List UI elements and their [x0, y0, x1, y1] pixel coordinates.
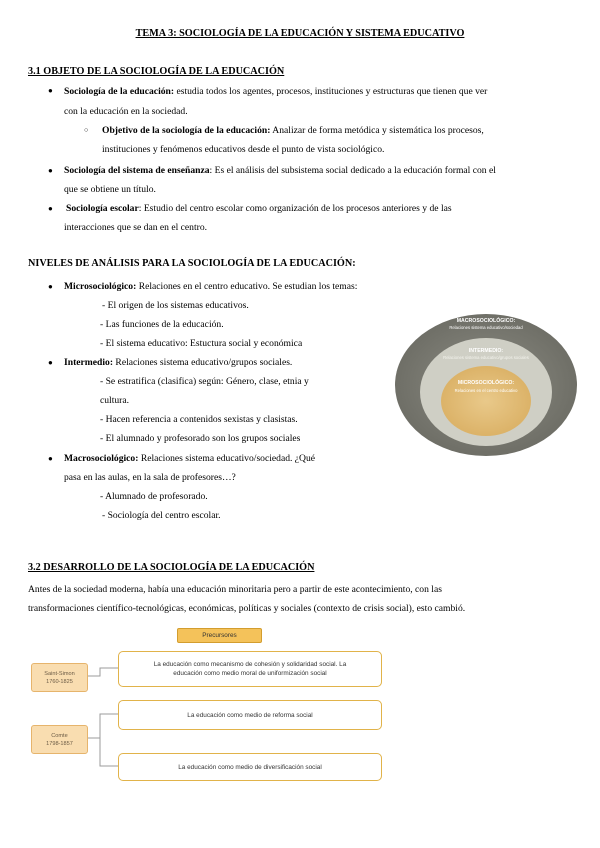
definition-text-cont: que se obtiene un título.: [64, 184, 156, 195]
intermediate-label: INTERMEDIO:: [468, 348, 504, 354]
niveles-heading: NIVELES DE ANÁLISIS PARA LA SOCIOLOGÍA DE LA EDUCACIÓN:: [28, 258, 356, 269]
term: Sociología del sistema de enseñanza: [64, 165, 210, 176]
definition-text: Analizar de forma metódica y sistemática los procesos,: [270, 125, 484, 136]
saint-simon-text: [44, 670, 74, 686]
comte-box: [31, 725, 88, 754]
bullet-icon: ●: [48, 166, 53, 175]
bullet-icon: ●: [48, 204, 53, 213]
section-heading-3-1: 3.1 OBJETO DE LA SOCIOLOGÍA DE LA EDUCACIÓN: [28, 66, 285, 77]
name: Comte: [51, 732, 68, 739]
section-heading-3-2: 3.2 DESARROLLO DE LA SOCIOLOGÍA DE LA EDUCACIÓN: [28, 562, 315, 573]
line: educación como medio moral de uniformización social: [173, 670, 327, 677]
macro-label: MACROSOCIOLÓGICO:: [456, 318, 516, 324]
term: Macrosociológico:: [64, 453, 139, 464]
connector: [86, 714, 118, 738]
definition-text: Relaciones sistema educativo/sociedad. ¿Qué: [138, 453, 316, 464]
name: Saint-Simon: [44, 670, 75, 677]
paragraph: Antes de la sociedad moderna, había una educación minoritaria pero a partir de este acontecimiento, con las: [28, 584, 442, 595]
page-title: TEMA 3: SOCIOLOGÍA DE LA EDUCACIÓN Y SISTEMA EDUCATIVO: [135, 28, 465, 39]
list-item: cultura.: [100, 395, 130, 406]
definition-text: Relaciones en el centro educativo. Se estudian los temas:: [136, 281, 358, 292]
bullet-icon: ●: [48, 282, 53, 291]
bullet-icon: ●: [48, 86, 53, 95]
list-item: - Hacen referencia a contenidos sexistas y clasistas.: [100, 414, 298, 425]
term: Sociología escolar: [66, 203, 139, 214]
bullet-icon: ●: [48, 358, 53, 367]
flow-box-reforma: La educación como medio de reforma social: [118, 700, 382, 730]
saint-simon-box: [31, 663, 88, 692]
term: Microsociológico:: [64, 281, 137, 292]
definition-text-cont: con la educación en la sociedad.: [64, 106, 188, 117]
definition-text: Relaciones sistema educativo/grupos sociales.: [113, 357, 293, 368]
definition-text-cont: interacciones que se dan en el centro.: [64, 222, 208, 233]
list-item: - El origen de los sistemas educativos.: [102, 300, 249, 311]
macro-sublabel: Relaciones sistema educativo/sociedad: [449, 325, 523, 330]
list-item: - Alumnado de profesorado.: [100, 491, 208, 502]
precursors-header: Precursores: [177, 628, 262, 643]
comte-text: [46, 732, 73, 748]
list-item: - El sistema educativo: Estuctura social y económica: [100, 338, 303, 349]
list-item: - El alumnado y profesorado son los grupos sociales: [100, 433, 301, 444]
definition-text: : Es el análisis del subsistema social dedicado a la educación formal con el: [209, 165, 496, 176]
term: Intermedio:: [64, 357, 114, 368]
micro-label: MICROSOCIOLÓGICO:: [457, 380, 515, 386]
connector: [100, 738, 118, 766]
paragraph: transformaciones científico-tecnológicas, económicas, políticas y sociales (contexto de crisis social), esto cambió.: [28, 603, 466, 614]
connectors: [86, 668, 118, 766]
definition-text: estudia todos los agentes, procesos, instituciones y estructuras que tienen que ver: [174, 86, 488, 97]
intermediate-sublabel: Relaciones sistema educativo/grupos sociales: [443, 355, 529, 360]
connector: [86, 668, 118, 676]
list-item: - Se estratifica (clasifica) según: Género, clase, etnia y: [100, 376, 309, 387]
flow-box-text: [154, 660, 347, 678]
term: Sociología de la educación:: [64, 86, 175, 97]
dates: 1760-1825: [46, 678, 73, 685]
circle-bullet-icon: ○: [84, 126, 89, 134]
definition-text-cont: instituciones y fenómenos educativos desde el punto de vista sociológico.: [102, 144, 385, 155]
definition-text: : Estudio del centro escolar como organización de los procesos anteriores y de las: [138, 203, 452, 214]
list-item: - Sociología del centro escolar.: [102, 510, 221, 521]
term: Objetivo de la sociología de la educación:: [102, 125, 271, 136]
list-item: - Las funciones de la educación.: [100, 319, 224, 330]
bullet-icon: ●: [48, 454, 53, 463]
flow-box-cohesion: [118, 651, 382, 687]
dates: 1798-1857: [46, 740, 73, 747]
definition-text-cont: pasa en las aulas, en la sala de profesores…?: [64, 472, 236, 483]
micro-sublabel: Relaciones en el centro educativo: [454, 388, 518, 393]
flow-box-diversificacion: La educación como medio de diversificación social: [118, 753, 382, 781]
line: La educación como mecanismo de cohesión y solidaridad social. La: [153, 661, 347, 668]
